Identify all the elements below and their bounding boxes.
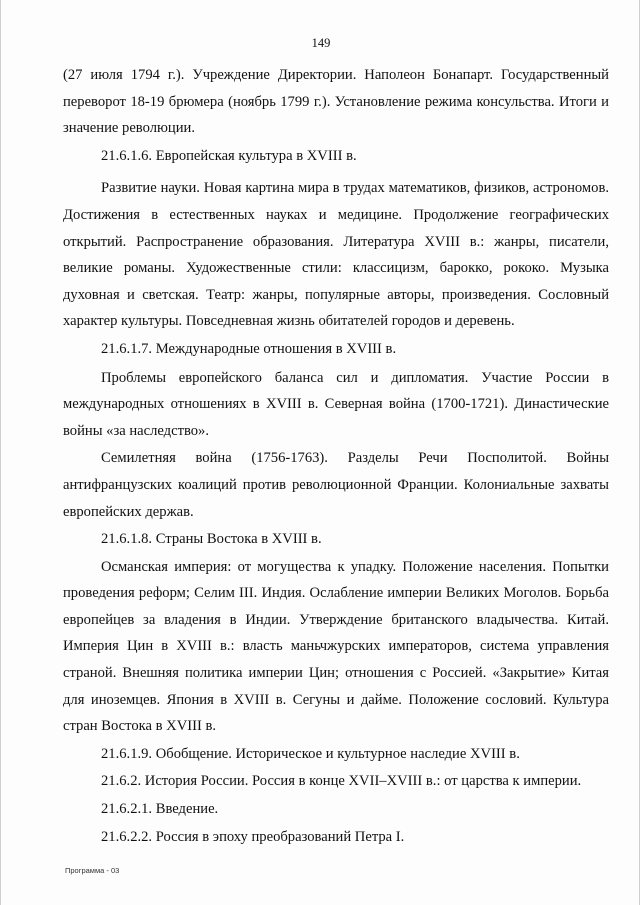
section-heading-peter-reforms: 21.6.2.2. Россия в эпоху преобразований Петра I. <box>101 828 405 845</box>
section-heading-east-countries: 21.6.1.8. Страны Востока в XVIII в. <box>101 531 322 548</box>
paragraph-seven-years-war: Семилетняя война (1756-1763). Разделы Речи Посполитой. Войны антифранцузских коалиций против революционной Франции. Колониальные захваты европейских держав. <box>63 450 609 520</box>
section-heading-international-relations: 21.6.1.7. Международные отношения в XVIII в. <box>101 340 397 357</box>
section-heading-introduction: 21.6.2.1. Введение. <box>101 801 219 818</box>
page-body <box>63 62 609 850</box>
page-number: 149 <box>311 36 331 50</box>
section-heading-summary: 21.6.1.9. Обобщение. Историческое и культурное наследие XVIII в. <box>101 745 520 762</box>
footer-label: Программа - 03 <box>65 866 120 875</box>
paragraph-international-relations: Проблемы европейского баланса сил и дипломатия. Участие России в международных отношениях в XVIII в. Северная война (1700-1721). Династические войны «за наследство». <box>63 369 609 439</box>
paragraph-european-culture: Развитие науки. Новая картина мира в трудах математиков, физиков, астрономов. Достижения в естественных науках и медицине. Продолжение географических открытий. Распространение образования. Литература XVIII в.: жанры, писатели, великие романы. Художественные стили: классицизм, барокко, рококо. Музыка духовная и светская. Театр: жанры, популярные авторы, произведения. Сословный характер культуры. Повседневная жизнь обитателей городов и деревень. <box>63 180 609 330</box>
paragraph-revolution-end: (27 июля 1794 г.). Учреждение Директории. Наполеон Бонапарт. Государственный переворот 18-19 брюмера (ноябрь 1799 г.). Установление режима консульства. Итоги и значение революции. <box>63 67 609 137</box>
section-heading-russia-history: 21.6.2. История России. Россия в конце XVII–XVIII в.: от царства к империи. <box>101 773 582 790</box>
section-heading-european-culture: 21.6.1.6. Европейская культура в XVIII в. <box>101 147 357 164</box>
paragraph-east-countries: Османская империя: от могущества к упадку. Положение населения. Попытки проведения реформ; Селим III. Индия. Ослабление империи Великих Моголов. Борьба европейцев за владения в Индии. Утверждение британского владычества. Китай. Империя Цин в XVIII в.: власть маньчжурских императоров, система управления страной. Внешняя политика империи Цин; отношения с Россией. «Закрытие» Китая для иноземцев. Япония в XVIII в. Сегуны и дайме. Положение сословий. Культура стран Востока в XVIII в. <box>63 558 609 735</box>
